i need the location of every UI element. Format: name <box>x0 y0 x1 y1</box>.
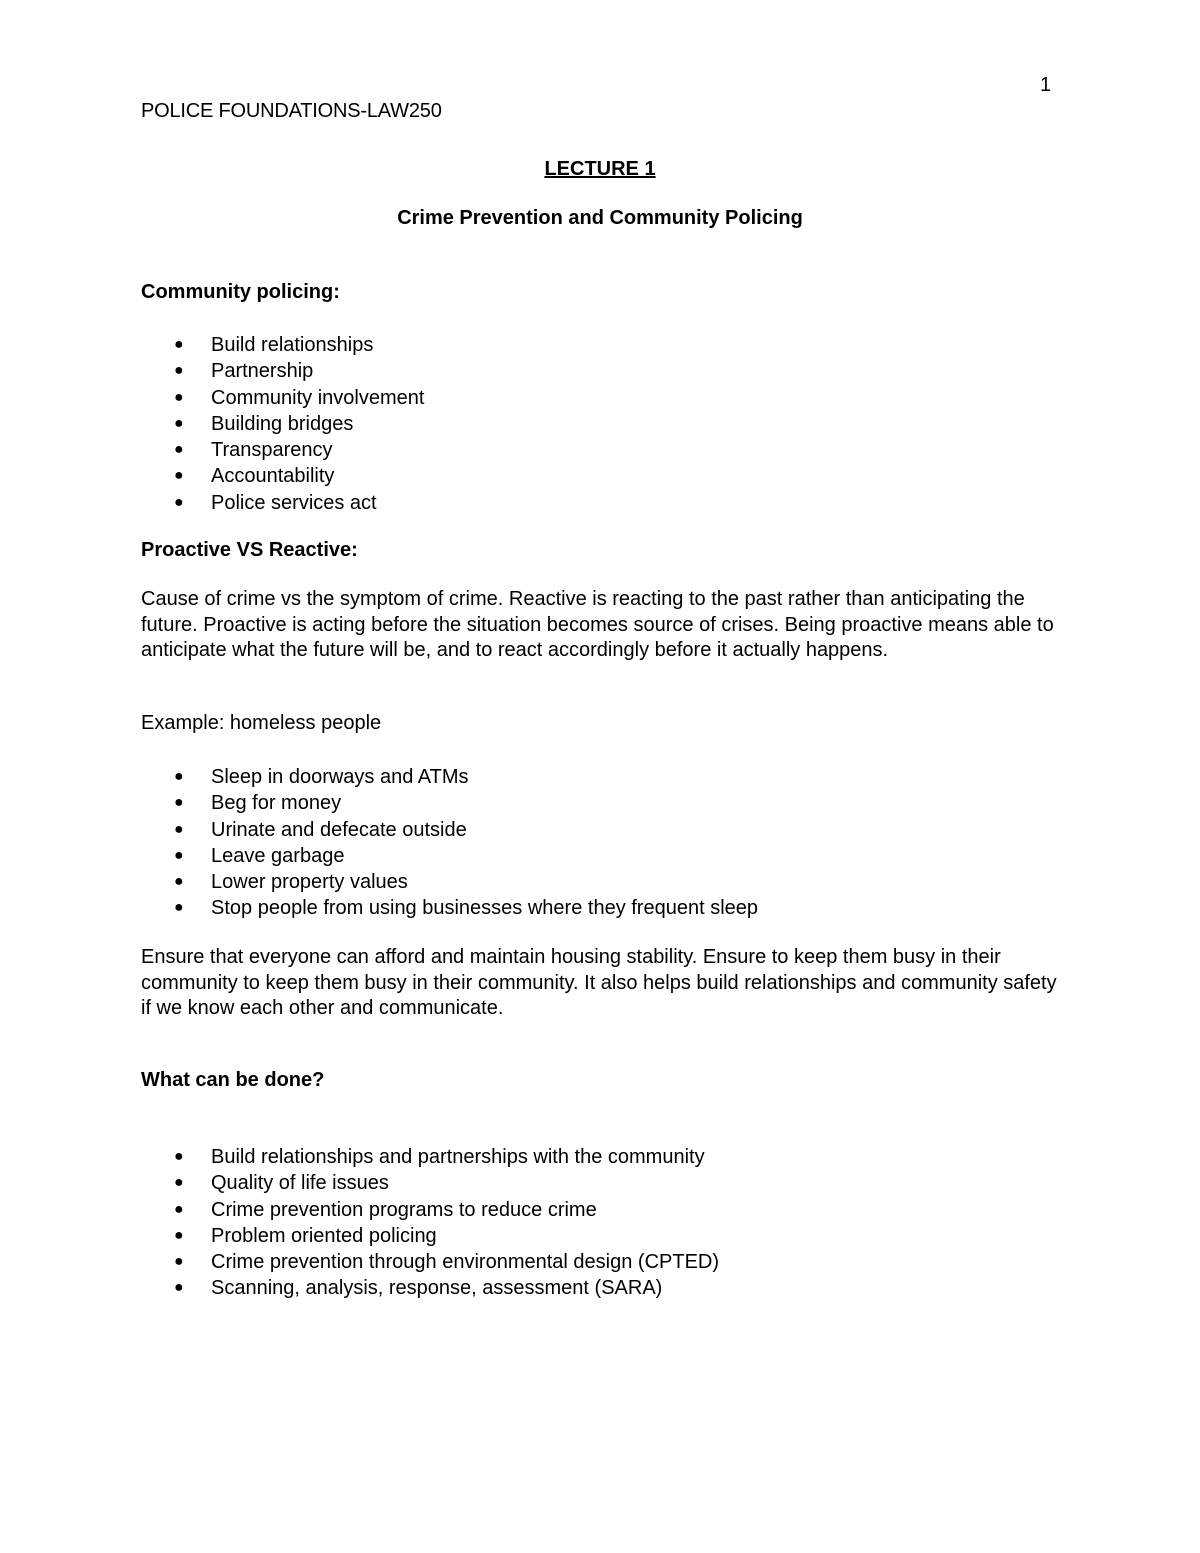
bullet-icon: ● <box>174 846 184 864</box>
list-item <box>141 1144 719 1170</box>
list-item <box>141 490 424 516</box>
list-item-text: Accountability <box>211 465 335 488</box>
list-item <box>141 358 424 384</box>
list-item <box>141 895 758 921</box>
list-item <box>141 1249 719 1275</box>
bullet-icon: ● <box>174 768 184 785</box>
list-item-text: Crime prevention programs to reduce crime <box>211 1198 597 1221</box>
bullet-icon: ● <box>174 820 184 838</box>
list-item-text: Urinate and defecate outside <box>211 818 467 841</box>
list-item <box>141 1170 719 1196</box>
conclusion-paragraph: Ensure that everyone can afford and maintain housing stability. Ensure to keep them busy in their community to keep them busy in their community. It also helps build relationships and community safety if we know each other and communicate. <box>141 946 1057 1019</box>
list-item-text: Lower property values <box>211 871 408 894</box>
bullet-icon: ● <box>174 336 184 353</box>
list-item-text: Building bridges <box>211 412 354 435</box>
bullet-icon: ● <box>174 1279 184 1297</box>
what-can-be-done-list <box>141 1144 719 1302</box>
list-item-text: Sleep in doorways and ATMs <box>211 766 469 788</box>
list-item <box>141 790 758 816</box>
list-item <box>141 869 758 895</box>
list-item-text: Partnership <box>211 360 314 383</box>
homeless-issues-list <box>141 764 758 922</box>
list-item-text: Crime prevention through environmental design (CPTED) <box>211 1251 720 1274</box>
list-item-text: Problem oriented policing <box>211 1224 437 1247</box>
document-header: POLICE FOUNDATIONS-LAW250 <box>141 100 442 122</box>
list-item <box>141 843 758 869</box>
bullet-icon: ● <box>174 388 184 406</box>
list-item <box>141 1197 719 1223</box>
bullet-icon: ● <box>174 493 184 511</box>
bullet-icon: ● <box>174 441 184 459</box>
community-policing-heading: Community policing: <box>141 281 340 303</box>
bullet-icon: ● <box>174 1200 184 1218</box>
example-text: Example: homeless people <box>141 712 382 734</box>
list-item-text: Build relationships <box>211 334 374 356</box>
bullet-icon: ● <box>174 1148 184 1165</box>
proactive-paragraph: Cause of crime vs the symptom of crime. Reactive is reacting to the past rather than anticipating the future. Proactive is acting before the situation becomes source of crises. Being proactive means able to anticipate what the future will be, and to react accordingly before it actually happens. <box>141 588 1054 661</box>
list-item <box>141 817 758 843</box>
list-item-text: Police services act <box>211 491 377 514</box>
list-item-text: Scanning, analysis, response, assessment (SARA) <box>211 1277 663 1300</box>
community-policing-list <box>141 332 424 516</box>
list-item-text: Beg for money <box>211 792 342 815</box>
list-item <box>141 385 424 411</box>
proactive-heading: Proactive VS Reactive: <box>141 539 358 561</box>
list-item-text: Quality of life issues <box>211 1172 389 1195</box>
list-item-text: Leave garbage <box>211 844 345 867</box>
bullet-icon: ● <box>174 1253 184 1271</box>
bullet-icon: ● <box>174 873 184 891</box>
list-item <box>141 1275 719 1301</box>
bullet-icon: ● <box>174 1174 184 1192</box>
page-number: 1 <box>1040 74 1052 96</box>
bullet-icon: ● <box>174 899 184 917</box>
list-item <box>141 411 424 437</box>
list-item-text: Community involvement <box>211 386 425 409</box>
list-item <box>141 764 758 790</box>
lecture-title: LECTURE 1 <box>544 158 656 180</box>
what-can-be-done-heading: What can be done? <box>141 1069 325 1091</box>
bullet-icon: ● <box>174 1226 184 1244</box>
list-item-text: Build relationships and partnerships with the community <box>211 1146 705 1168</box>
list-item <box>141 437 424 463</box>
bullet-icon: ● <box>174 467 184 485</box>
list-item <box>141 463 424 489</box>
lecture-subtitle: Crime Prevention and Community Policing <box>397 207 803 229</box>
list-item-text: Stop people from using businesses where they frequent sleep <box>211 897 759 920</box>
list-item <box>141 332 424 358</box>
bullet-icon: ● <box>174 794 184 812</box>
list-item <box>141 1223 719 1249</box>
bullet-icon: ● <box>174 362 184 380</box>
bullet-icon: ● <box>174 414 184 432</box>
list-item-text: Transparency <box>211 439 333 462</box>
